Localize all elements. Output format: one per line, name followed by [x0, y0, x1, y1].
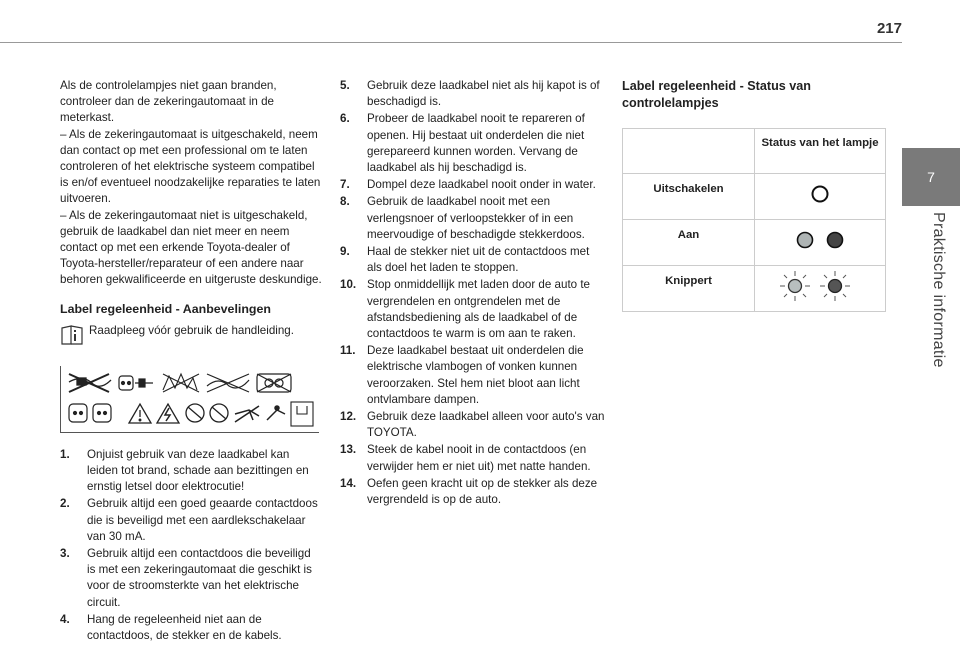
chapter-title: Praktische informatie — [930, 212, 947, 368]
manual-note-text: Raadpleeg vóór gebruik de handleiding. — [89, 323, 294, 337]
lamp-on-icon — [785, 225, 855, 255]
list-item: 7. Dompel deze laadkabel nooit onder in water. — [340, 178, 596, 192]
no-pull-icon — [235, 406, 285, 422]
intro-text: Als de controlelampjes niet gaan branden, controleer dan de zekeringautomaat in de meterkast. — [60, 79, 277, 125]
status-table — [622, 128, 886, 312]
chapter-tab[interactable]: 7 — [902, 148, 960, 206]
table-row — [623, 266, 886, 312]
no-disassembly-icon — [186, 404, 228, 422]
control-unit-label — [60, 366, 319, 433]
status-label-off: Uitschakelen — [623, 174, 755, 220]
table-row — [623, 220, 886, 266]
column-middle — [340, 78, 605, 509]
header-rule — [0, 42, 902, 43]
lamp-off-icon — [805, 179, 835, 209]
list-item: 12. Gebruik deze laadkabel alleen voor auto's van TOYOTA. — [340, 410, 605, 440]
status-column-header: Status van het lampje — [755, 129, 886, 174]
recommendations-list-left — [60, 447, 322, 644]
recommendations-heading: Label regeleenheid - Aanbevelingen — [60, 301, 271, 316]
list-item: 14. Oefen geen kracht uit op de stekker als deze vergrendeld is op de auto. — [340, 476, 598, 507]
list-item: 3. Gebruik altijd een contactdoos die beveiligd is met een zekeringautomaat die geschikt is voor de stroomsterkte van het elektrische circuit. — [60, 547, 312, 609]
no-repair-icon — [207, 374, 249, 392]
no-children-icon — [69, 404, 111, 422]
column-right — [622, 78, 890, 312]
no-water-icon — [257, 374, 291, 392]
handle-with-care-icon — [291, 402, 313, 426]
list-item: 4. Hang de regeleenheid niet aan de contactdoos, de stekker en de kabels. — [60, 612, 282, 643]
list-item: 1. Onjuist gebruik van deze laadkabel kan leiden tot brand, schade aan bezittingen en ernstig letsel door elektrocutie! — [60, 447, 309, 494]
table-row — [623, 129, 886, 174]
no-extension-cord-icon — [69, 374, 111, 392]
bullet-breaker-off: – Als de zekeringautomaat is uitgeschakeld, neem dan contact op met een professional om te laten controleren of het elektrische systeem compatibel is en/of eventueel noodzakelijke reparaties te laten uitvoeren. — [60, 127, 321, 206]
table-row — [623, 174, 886, 220]
list-item: 5. Gebruik deze laadkabel niet als hij kapot is of beschadigd is. — [340, 79, 600, 109]
status-heading: Label regeleenheid - Status van controlelampjes — [622, 79, 811, 110]
status-label-blinking: Knippert — [623, 266, 755, 312]
list-item: 6. Probeer de laadkabel nooit te repareren of openen. Hij bestaat uit onderdelen die niet gerepareerd kunnen worden. Vervang de laadkabel als hij beschadigd is. — [340, 112, 585, 175]
list-item: 2. Gebruik altijd een goed geaarde contactdoos die is beveiligd met een aardlekschakelaar van 30 mA. — [60, 497, 318, 543]
list-item: 10. Stop onmiddellijk met laden door de auto te vergrendelen en ontgrendelen met de afstandsbediening als de laadkabel of de contactdoos te warm is om aan te raken. — [340, 278, 590, 341]
list-item: 9. Haal de stekker niet uit de contactdoos met als doel het laden te stoppen. — [340, 245, 590, 275]
electric-hazard-icon — [157, 404, 179, 423]
manual-note — [60, 323, 322, 346]
no-fire-icon — [163, 374, 199, 392]
read-manual-icon — [60, 324, 84, 346]
list-item: 11. Deze laadkabel bestaat uit onderdelen die elektrische vlambogen of vonken kunnen veroorzaken. Stel hem niet bloot aan licht ontvlambare dampen. — [340, 344, 584, 406]
column-left — [60, 78, 322, 645]
lamp-blinking-icon — [775, 268, 865, 304]
bullet-breaker-on: – Als de zekeringautomaat niet is uitgeschakeld, gebruik de laadkabel dan niet meer en neem contact op met een erkende Toyota-dealer of Toyota-hersteller/reparateur of een andere naar behoren gekwalificeerde en uitgeruste deskundige. — [60, 208, 322, 287]
no-adapter-icon — [119, 376, 153, 390]
recommendations-list-right — [340, 78, 605, 508]
list-item: 8. Gebruik de laadkabel nooit met een verlengsnoer of verloopstekker of in een meervoudige of beschadigde stekkerdoos. — [340, 195, 585, 241]
warning-icon — [129, 404, 151, 423]
status-label-on: Aan — [623, 220, 755, 266]
page-number: 217 — [876, 20, 902, 37]
list-item: 13. Steek de kabel nooit in de contactdoos (en verwijder hem er niet uit) met natte handen. — [340, 443, 591, 473]
